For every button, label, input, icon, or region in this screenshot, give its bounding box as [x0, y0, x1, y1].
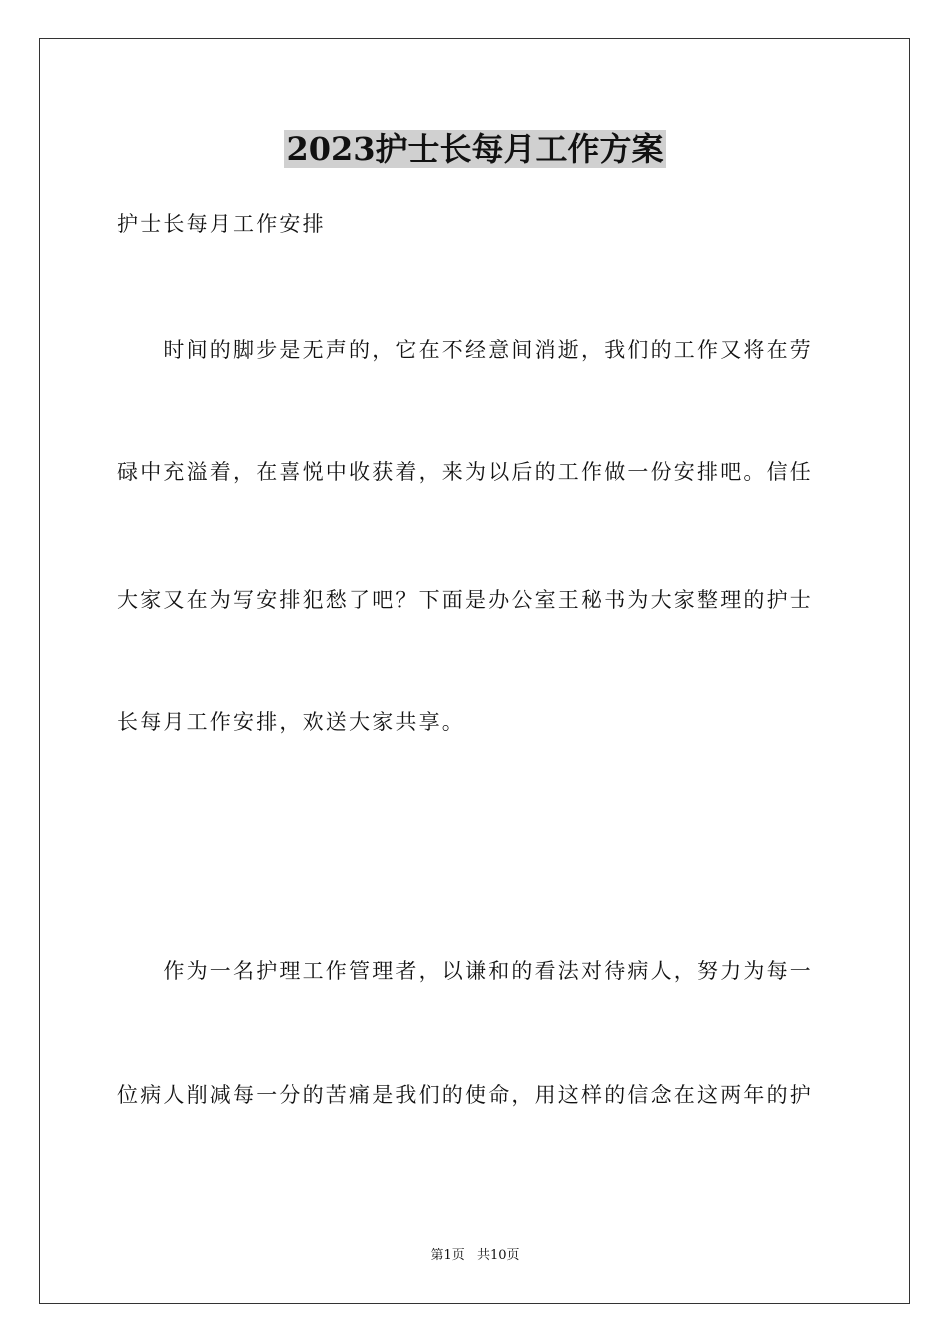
paragraph-line: 碌中充溢着，在喜悦中收获着，来为以后的工作做一份安排吧。信任	[117, 460, 813, 484]
page-footer	[0, 1247, 950, 1265]
document-title-text: 2023护士长每月工作方案	[286, 130, 664, 168]
paragraph-line: 长每月工作安排，欢送大家共享。	[117, 710, 465, 734]
paragraph-line: 时间的脚步是无声的，它在不经意间消逝，我们的工作又将在劳	[117, 338, 813, 362]
document-title	[0, 127, 950, 171]
document-subtitle: 护士长每月工作安排	[117, 212, 326, 236]
paragraph-line: 作为一名护理工作管理者，以谦和的看法对待病人，努力为每一	[117, 959, 813, 983]
page-total: 共10页	[476, 1248, 520, 1263]
paragraph-line: 大家又在为写安排犯愁了吧？下面是办公室王秘书为大家整理的护士	[117, 588, 813, 612]
paragraph-line: 位病人削减每一分的苦痛是我们的使命，用这样的信念在这两年的护	[117, 1083, 813, 1107]
page-number: 第1页	[430, 1248, 465, 1263]
